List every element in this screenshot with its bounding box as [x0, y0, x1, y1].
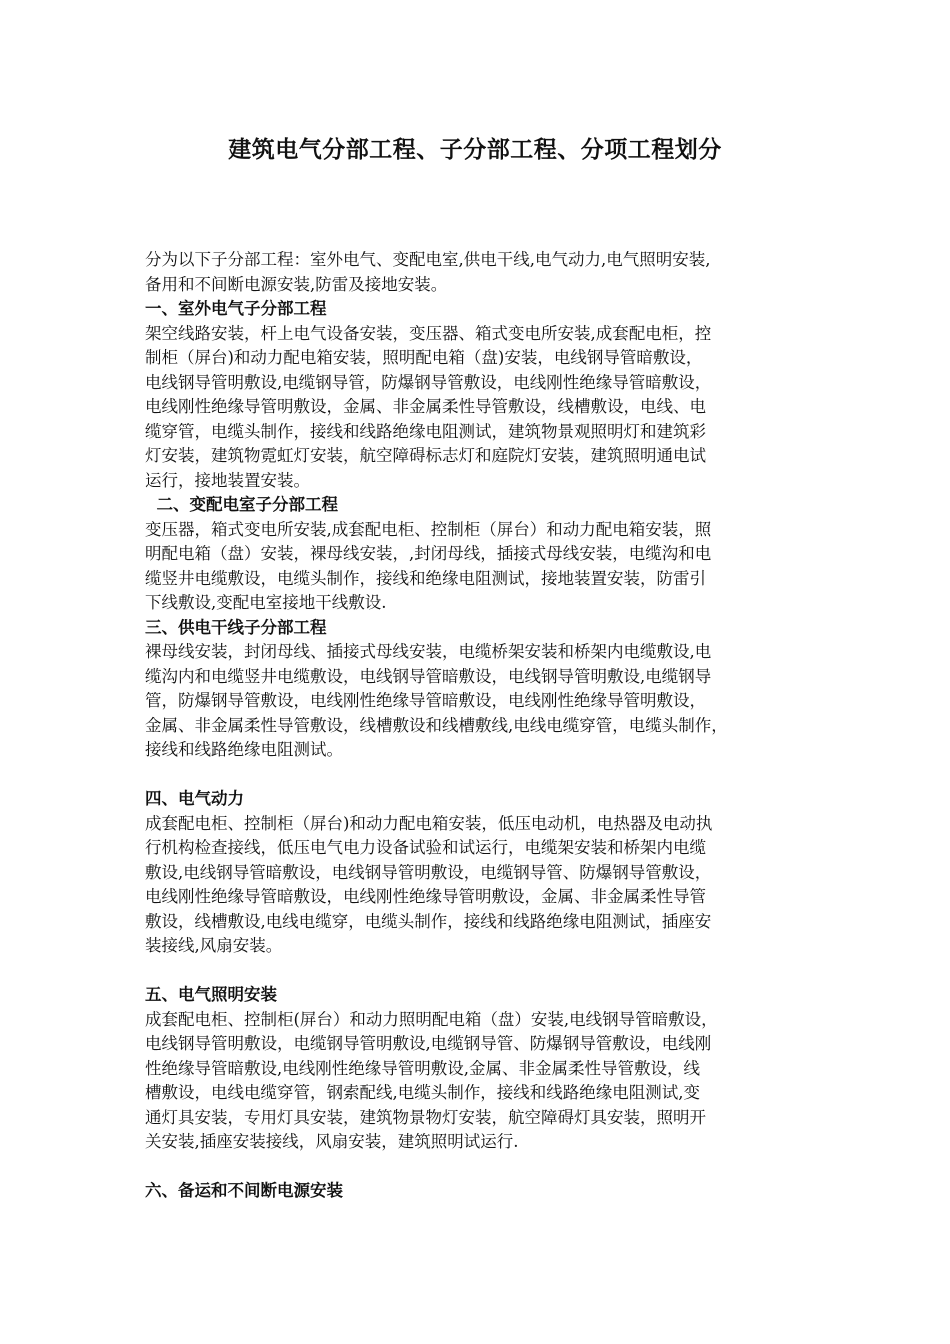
text-line: 裸母线安装，封闭母线、插接式母线安装，电缆桥架安装和桥架内电缆敷设,电 — [145, 642, 712, 661]
section-outdoor-electrical — [145, 297, 817, 493]
page-title: 建筑电气分部工程、子分部工程、分项工程划分 — [228, 137, 722, 163]
text-line: 电线刚性绝缘导管暗敷设，电线刚性绝缘导管明敷设，金属、非金属柔性导管 — [145, 887, 706, 906]
text-line: 缆竖井电缆敷设，电缆头制作，接线和绝缘电阻测试，接地装置安装，防雷引 — [145, 568, 706, 588]
text-line: 行机构检查接线，低压电气电力设备试验和试运行，电缆架安装和桥架内电缆 — [145, 838, 706, 857]
text-line: 性绝缘导管暗敷设,电线刚性绝缘导管明敷设,金属、非金属柔性导管敷设，线 — [145, 1058, 700, 1078]
text-line: 电线钢导管明敷设，电缆钢导管明敷设,电缆钢导管、防爆钢导管敷设，电线刚 — [145, 1034, 712, 1053]
section-heading: 三、供电干线子分部工程 — [145, 617, 327, 637]
text-line: 金属、非金属柔性导管敷设，线槽敷设和线槽敷线,电线电缆穿管，电缆头制作， — [145, 715, 728, 735]
text-line: 分为以下子分部工程：室外电气、变配电室,供电干线,电气动力,电气照明安装, — [145, 250, 711, 269]
text-line: 管，防爆钢导管敷设，电线刚性绝缘导管暗敷设，电线刚性绝缘导管明敷设， — [145, 691, 706, 710]
text-line: 敷设,电线钢导管暗敷设，电线钢导管明敷设，电缆钢导管、防爆钢导管敷设， — [145, 862, 712, 882]
text-line: 接线和线路绝缘电阻测试。 — [145, 740, 343, 759]
text-line: 关安装,插座安装接线，风扇安装，建筑照明试运行. — [145, 1132, 519, 1151]
intro-paragraph — [145, 248, 817, 297]
section-power-trunk-line — [145, 616, 817, 763]
document-body — [145, 248, 817, 1204]
section-heading: 五、电气照明安装 — [145, 985, 277, 1004]
text-line: 变压器，箱式变电所安装,成套配电柜、控制柜（屏台）和动力配电箱安装，照 — [145, 519, 712, 539]
section-heading: 六、备运和不间断电源安装 — [145, 1181, 343, 1200]
section-heading: 四、电气动力 — [145, 789, 244, 808]
section-substation-room — [145, 493, 817, 616]
text-line: 敷设，线槽敷设,电线电缆穿，电缆头制作，接线和线路绝缘电阻测试，插座安 — [145, 911, 712, 931]
text-line: 缆沟内和电缆竖井电缆敷设，电线钢导管暗敷设，电线钢导管明敷设,电缆钢导 — [145, 666, 712, 686]
section-electrical-power — [145, 787, 817, 959]
text-line: 架空线路安装，杆上电气设备安装，变压器、箱式变电所安装,成套配电柜，控 — [145, 323, 712, 343]
text-line: 灯安装，建筑物霓虹灯安装，航空障碍标志灯和庭院灯安装，建筑照明通电试 — [145, 446, 706, 465]
text-line: 装接线,风扇安装。 — [145, 936, 283, 955]
text-line: 成套配电柜、控制柜(屏台）和动力照明配电箱（盘）安装,电线钢导管暗敷设， — [145, 1009, 718, 1029]
text-line: 电线钢导管明敷设,电缆钢导管，防爆钢导管敷设，电线刚性绝缘导管暗敷设， — [145, 372, 712, 392]
text-line: 缆穿管，电缆头制作，接线和线路绝缘电阻测试，建筑物景观照明灯和建筑彩 — [145, 421, 706, 441]
section-backup-ups-power — [145, 1179, 817, 1204]
paragraph-gap — [145, 1155, 817, 1180]
text-line: 成套配电柜、控制柜（屏台)和动力配电箱安装，低压电动机，电热器及电动执 — [145, 813, 713, 833]
text-line: 电线刚性绝缘导管明敷设，金属、非金属柔性导管敷设，线槽敷设，电线、电 — [145, 397, 706, 416]
text-line: 运行，接地装置安装。 — [145, 470, 310, 490]
text-line: 槽敷设，电线电缆穿管，钢索配线,电缆头制作，接线和线路绝缘电阻测试,变 — [145, 1083, 700, 1102]
paragraph-gap — [145, 763, 817, 788]
text-line: 制柜（屏台)和动力配电箱安装，照明配电箱（盘)安装，电线钢导管暗敷设， — [145, 348, 703, 367]
section-heading: 一、室外电气子分部工程 — [145, 299, 327, 318]
text-line: 明配电箱（盘）安装，裸母线安装，,封闭母线，插接式母线安装，电缆沟和电 — [145, 544, 712, 563]
text-line: 下线敷设,变配电室接地干线敷设. — [145, 593, 387, 612]
text-line: 通灯具安装，专用灯具安装，建筑物景物灯安装，航空障碍灯具安装，照明开 — [145, 1107, 706, 1127]
section-electrical-lighting — [145, 983, 817, 1155]
paragraph-gap — [145, 959, 817, 984]
section-heading: 二、变配电室子分部工程 — [145, 495, 338, 514]
text-line: 备用和不间断电源安装,防雷及接地安装。 — [145, 274, 448, 294]
